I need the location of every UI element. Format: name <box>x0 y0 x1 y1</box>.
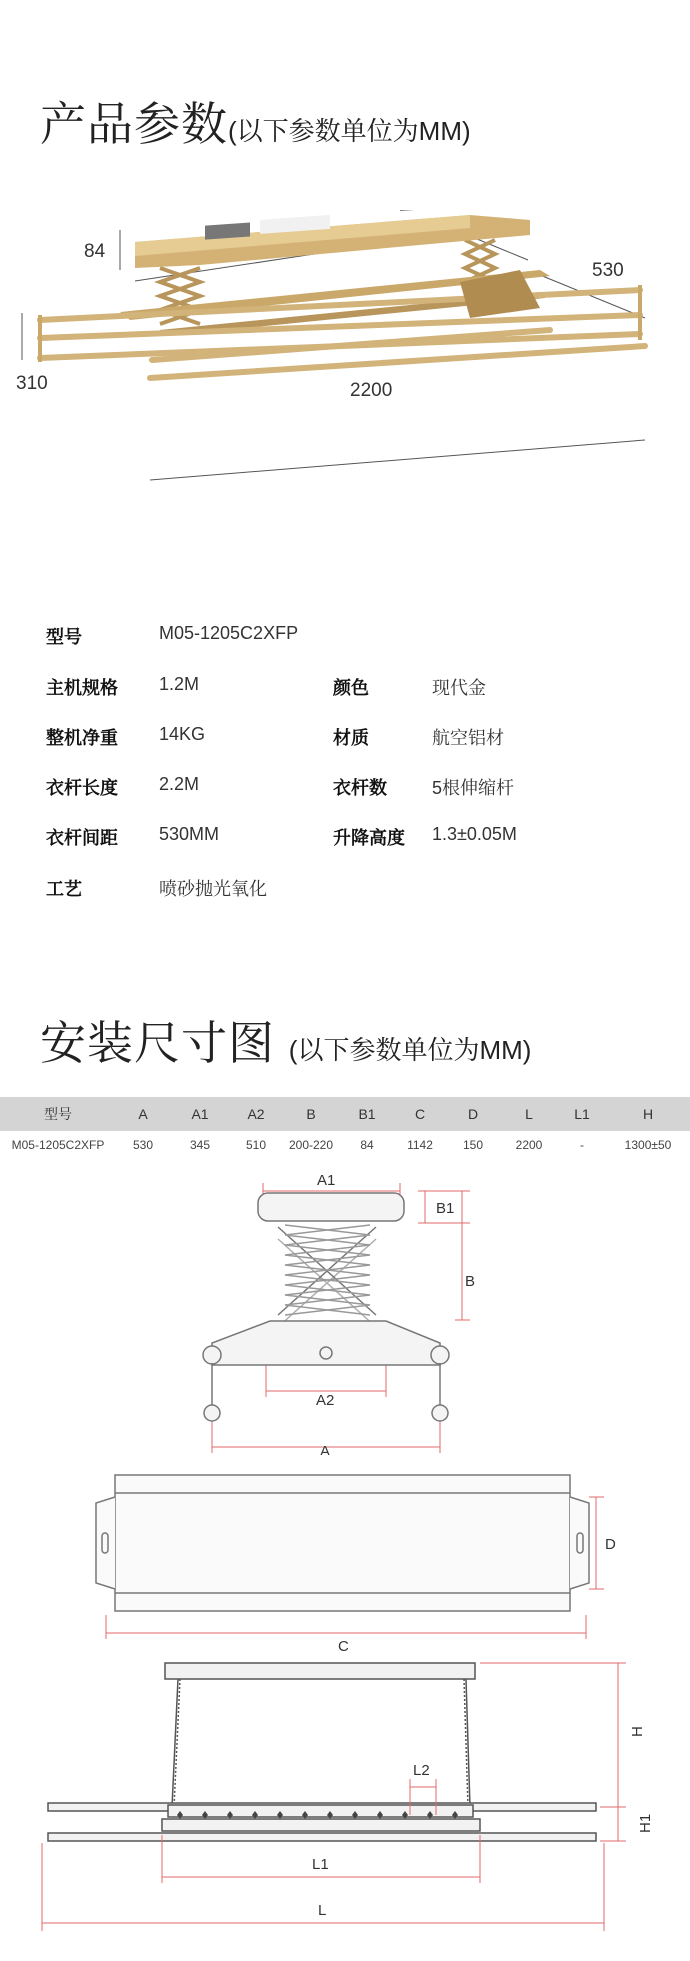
spec-label: 衣杆数 <box>333 778 387 798</box>
product-params-subtitle: (以下参数单位为MM) <box>228 116 471 146</box>
label-h: H <box>629 1726 646 1737</box>
side-view-drawing <box>203 1193 449 1421</box>
spec-value: 1.2M <box>159 674 200 694</box>
product-image <box>0 210 690 500</box>
table-header-row <box>0 1097 690 1131</box>
spec-craft-label: 工艺 <box>46 879 82 899</box>
label-l1: L1 <box>312 1856 329 1873</box>
table-cell: 345 <box>189 1138 211 1152</box>
table-header-cell: A2 <box>230 1097 282 1131</box>
spec-value: 航空铝材 <box>432 728 504 748</box>
table-cell: 84 <box>360 1138 374 1152</box>
spec-value: 530MM <box>159 824 220 844</box>
spec-label: 升降高度 <box>333 828 405 848</box>
dim-310: 310 <box>16 373 48 394</box>
dim-2200: 2200 <box>350 380 393 401</box>
main-housing <box>135 210 530 268</box>
install-subtitle: (以下参数单位为MM) <box>288 1035 532 1065</box>
table-cell: 530 <box>132 1138 154 1152</box>
install-title: 安装尺寸图 <box>40 1017 275 1069</box>
drying-rods <box>40 270 645 378</box>
spec-value: 2.2M <box>159 774 200 794</box>
label-b: B <box>465 1273 476 1290</box>
spec-label: 颜色 <box>333 678 369 698</box>
table-header-cell: H <box>606 1097 690 1131</box>
table-cell: 510 <box>245 1138 267 1152</box>
table-header-cell: D <box>446 1097 500 1131</box>
front-view-drawing <box>48 1663 596 1841</box>
spec-label: 材质 <box>333 728 369 748</box>
table-header-cell: L1 <box>558 1097 606 1131</box>
label-a2: A2 <box>316 1392 335 1409</box>
spec-value: 现代金 <box>432 678 486 698</box>
front-view-dimension-lines <box>42 1663 626 1931</box>
spec-label: 衣杆间距 <box>46 828 118 848</box>
label-a: A <box>320 1443 331 1455</box>
spec-label: 主机规格 <box>46 678 118 698</box>
label-l: L <box>318 1902 327 1919</box>
table-cell: M05-1205C2XFP <box>11 1138 105 1152</box>
table-cell: 1142 <box>407 1138 433 1152</box>
table-cell: 150 <box>462 1138 484 1152</box>
table-cell: 200-220 <box>288 1138 334 1152</box>
table-header-cell: B1 <box>340 1097 394 1131</box>
table-header-cell: A1 <box>170 1097 230 1131</box>
housing-drawing <box>96 1475 589 1611</box>
spec-model-value: M05-1205C2XFP <box>159 623 299 643</box>
spec-model-label: 型号 <box>46 627 82 647</box>
label-l2: L2 <box>413 1762 430 1779</box>
table-header-cell: A <box>116 1097 170 1131</box>
label-b1: B1 <box>436 1200 455 1217</box>
label-d: D <box>605 1536 616 1553</box>
install-heading <box>40 1007 531 1073</box>
dim-530: 530 <box>592 260 624 281</box>
dimension-table <box>0 1097 690 1159</box>
front-view-diagram <box>0 1655 690 1955</box>
spec-label: 整机净重 <box>46 728 118 748</box>
table-cell: 1300±50 <box>624 1138 672 1152</box>
label-a1: A1 <box>317 1172 336 1189</box>
table-header-cell: C <box>394 1097 446 1131</box>
table-row <box>0 1131 690 1159</box>
label-h1: H1 <box>637 1813 654 1833</box>
table-header-cell: B <box>282 1097 340 1131</box>
product-params-title: 产品参数 <box>40 98 228 150</box>
spec-label: 衣杆长度 <box>46 778 118 798</box>
dim-84: 84 <box>84 241 106 262</box>
table-cell: 2200 <box>515 1138 543 1152</box>
spec-value: 1.3±0.05M <box>432 824 517 844</box>
spec-value: 5根伸缩杆 <box>432 778 515 798</box>
table-cell: - <box>580 1138 584 1152</box>
label-c: C <box>338 1638 349 1655</box>
table-header-cell: 型号 <box>0 1097 116 1131</box>
product-params-heading <box>40 88 471 154</box>
side-view-diagram <box>0 1165 690 1455</box>
spec-value: 14KG <box>159 724 206 744</box>
table-header-cell: L <box>500 1097 558 1131</box>
housing-diagram <box>0 1465 690 1655</box>
spec-craft-value: 喷砂抛光氧化 <box>159 879 267 899</box>
